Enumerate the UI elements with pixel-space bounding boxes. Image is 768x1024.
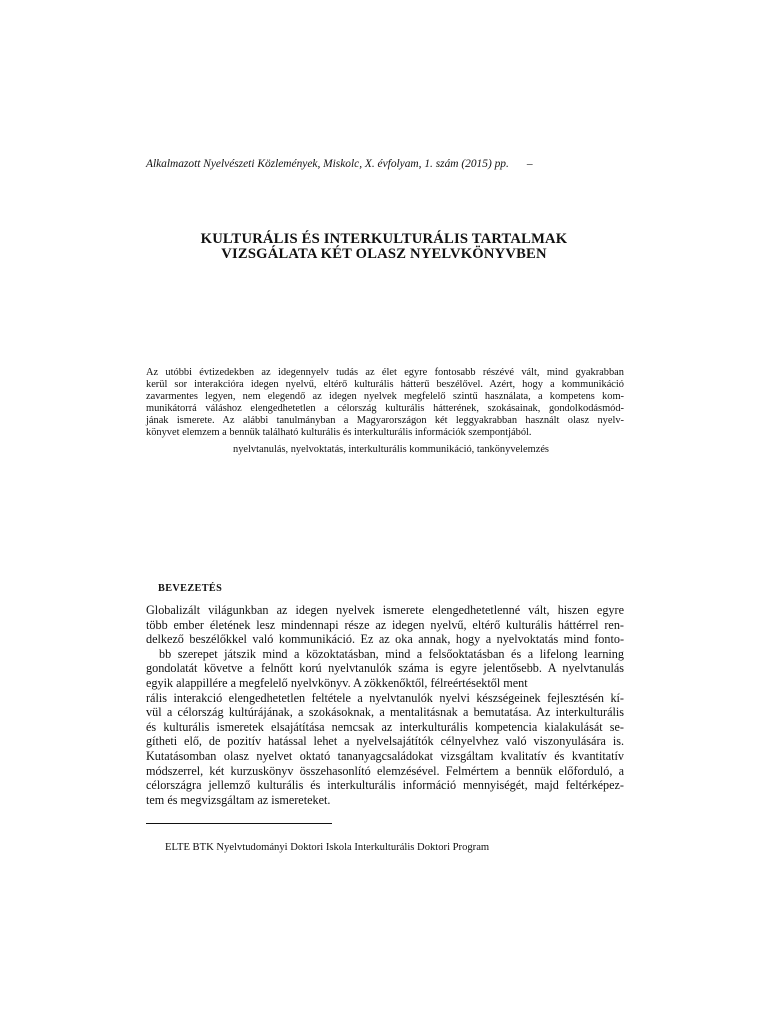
- abstract-line: könyvet elemzem a bennük található kulturális és interkulturális információk szempontjából.: [146, 427, 532, 438]
- body-line: módszerrel, két kurzuskönyv összehasonlító elemzésével. Felmértem a bennük előforduló, a: [146, 763, 624, 778]
- page-range-dash: –: [526, 158, 533, 170]
- abstract-line: munikátorrá váláshoz elengedhetetlen a célország kulturális hátterének, szokásainak, gondolkodásmód-: [146, 403, 624, 414]
- body-line: rális interakció elengedhetetlen feltétele a nyelvtanulók nyelvi készségeinek fejlesztésén kí-: [146, 690, 624, 705]
- footnote: ELTE BTK Nyelvtudományi Doktori Iskola Interkulturális Doktori Program: [165, 842, 490, 853]
- body-line: gítheti elő, de pozitív hatással lehet a nyelvelsajátítók célnyelvhez való viszonyulására is.: [146, 734, 624, 749]
- body-line: tem és megvizsgáltam az ismereteket.: [146, 792, 331, 807]
- section-heading: BEVEZETÉS: [158, 583, 223, 594]
- body-line: Globalizált világunkban az idegen nyelvek ismerete elengedhetetlenné vált, hiszen egyre: [146, 603, 624, 617]
- body-line: gondolatát követve a felnőtt korú nyelvtanulók száma is egyre jelentősebb. A nyelvtanulás: [146, 661, 624, 676]
- abstract-line: zavarmentes legyen, nem elegendő az idegen nyelvek megfelelő szintű használata, a kompetens kom-: [146, 391, 624, 402]
- footnote-separator: [146, 823, 332, 824]
- body-line: célországra jellemző kulturális és interkulturális információ mennyiségét, majd feltérképez-: [146, 778, 624, 793]
- abstract-line: jának ismerete. Az alábbi tanulmányban a Magyarországon két leggyakrabban használt olasz nyelv-: [146, 415, 624, 426]
- abstract-line: kerül sor interakcióra idegen nyelvű, eltérő kulturális hátterű beszélővel. Azért, hogy a kommunikáció: [146, 379, 624, 390]
- body-line: több ember életének lesz mindennapi része az idegen nyelvű, eltérő kulturális háttérrel ren-: [146, 617, 624, 632]
- body-line: vül a célország kultúrájának, a szokásoknak, a mentalitásnak a bemutatása. Az interkulturális: [146, 705, 624, 720]
- body-text: [146, 603, 624, 807]
- journal-citation-header: [146, 158, 533, 170]
- body-line: Kutatásomban olasz nyelvet oktató tananyagcsaládokat vizsgáltam kvalitatív és kvantitatív: [146, 748, 624, 763]
- body-line: egyik alappillére a megfelelő nyelvkönyv. A zökkenőktől, félreértésektől ment: [146, 675, 528, 690]
- body-line: bb szerepet játszik mind a közoktatásban, mind a felsőoktatásban és a lifelong learning: [159, 646, 624, 661]
- article-title-line-1: KULTURÁLIS ÉS INTERKULTURÁLIS TARTALMAK: [200, 231, 568, 247]
- body-line: és kulturális ismeretek elsajátítása nemcsak az interkulturális kompetencia kialakulását se-: [146, 719, 624, 734]
- abstract: [146, 367, 624, 439]
- citation-text: Alkalmazott Nyelvészeti Közlemények, Miskolc, X. évfolyam, 1. szám (2015) pp.: [146, 158, 509, 170]
- body-line: delkező beszélőkkel való kommunikáció. Ez az oka annak, hogy a nyelvoktatás mind fonto-: [146, 632, 624, 647]
- article-title-line-2: VIZSGÁLATA KÉT OLASZ NYELVKÖNYVBEN: [221, 246, 547, 262]
- keywords: nyelvtanulás, nyelvoktatás, interkulturális kommunikáció, tankönyvelemzés: [233, 444, 549, 455]
- abstract-line: Az utóbbi évtizedekben az idegennyelv tudás az élet egyre fontosabb részévé vált, mind gyakrabban: [146, 367, 624, 378]
